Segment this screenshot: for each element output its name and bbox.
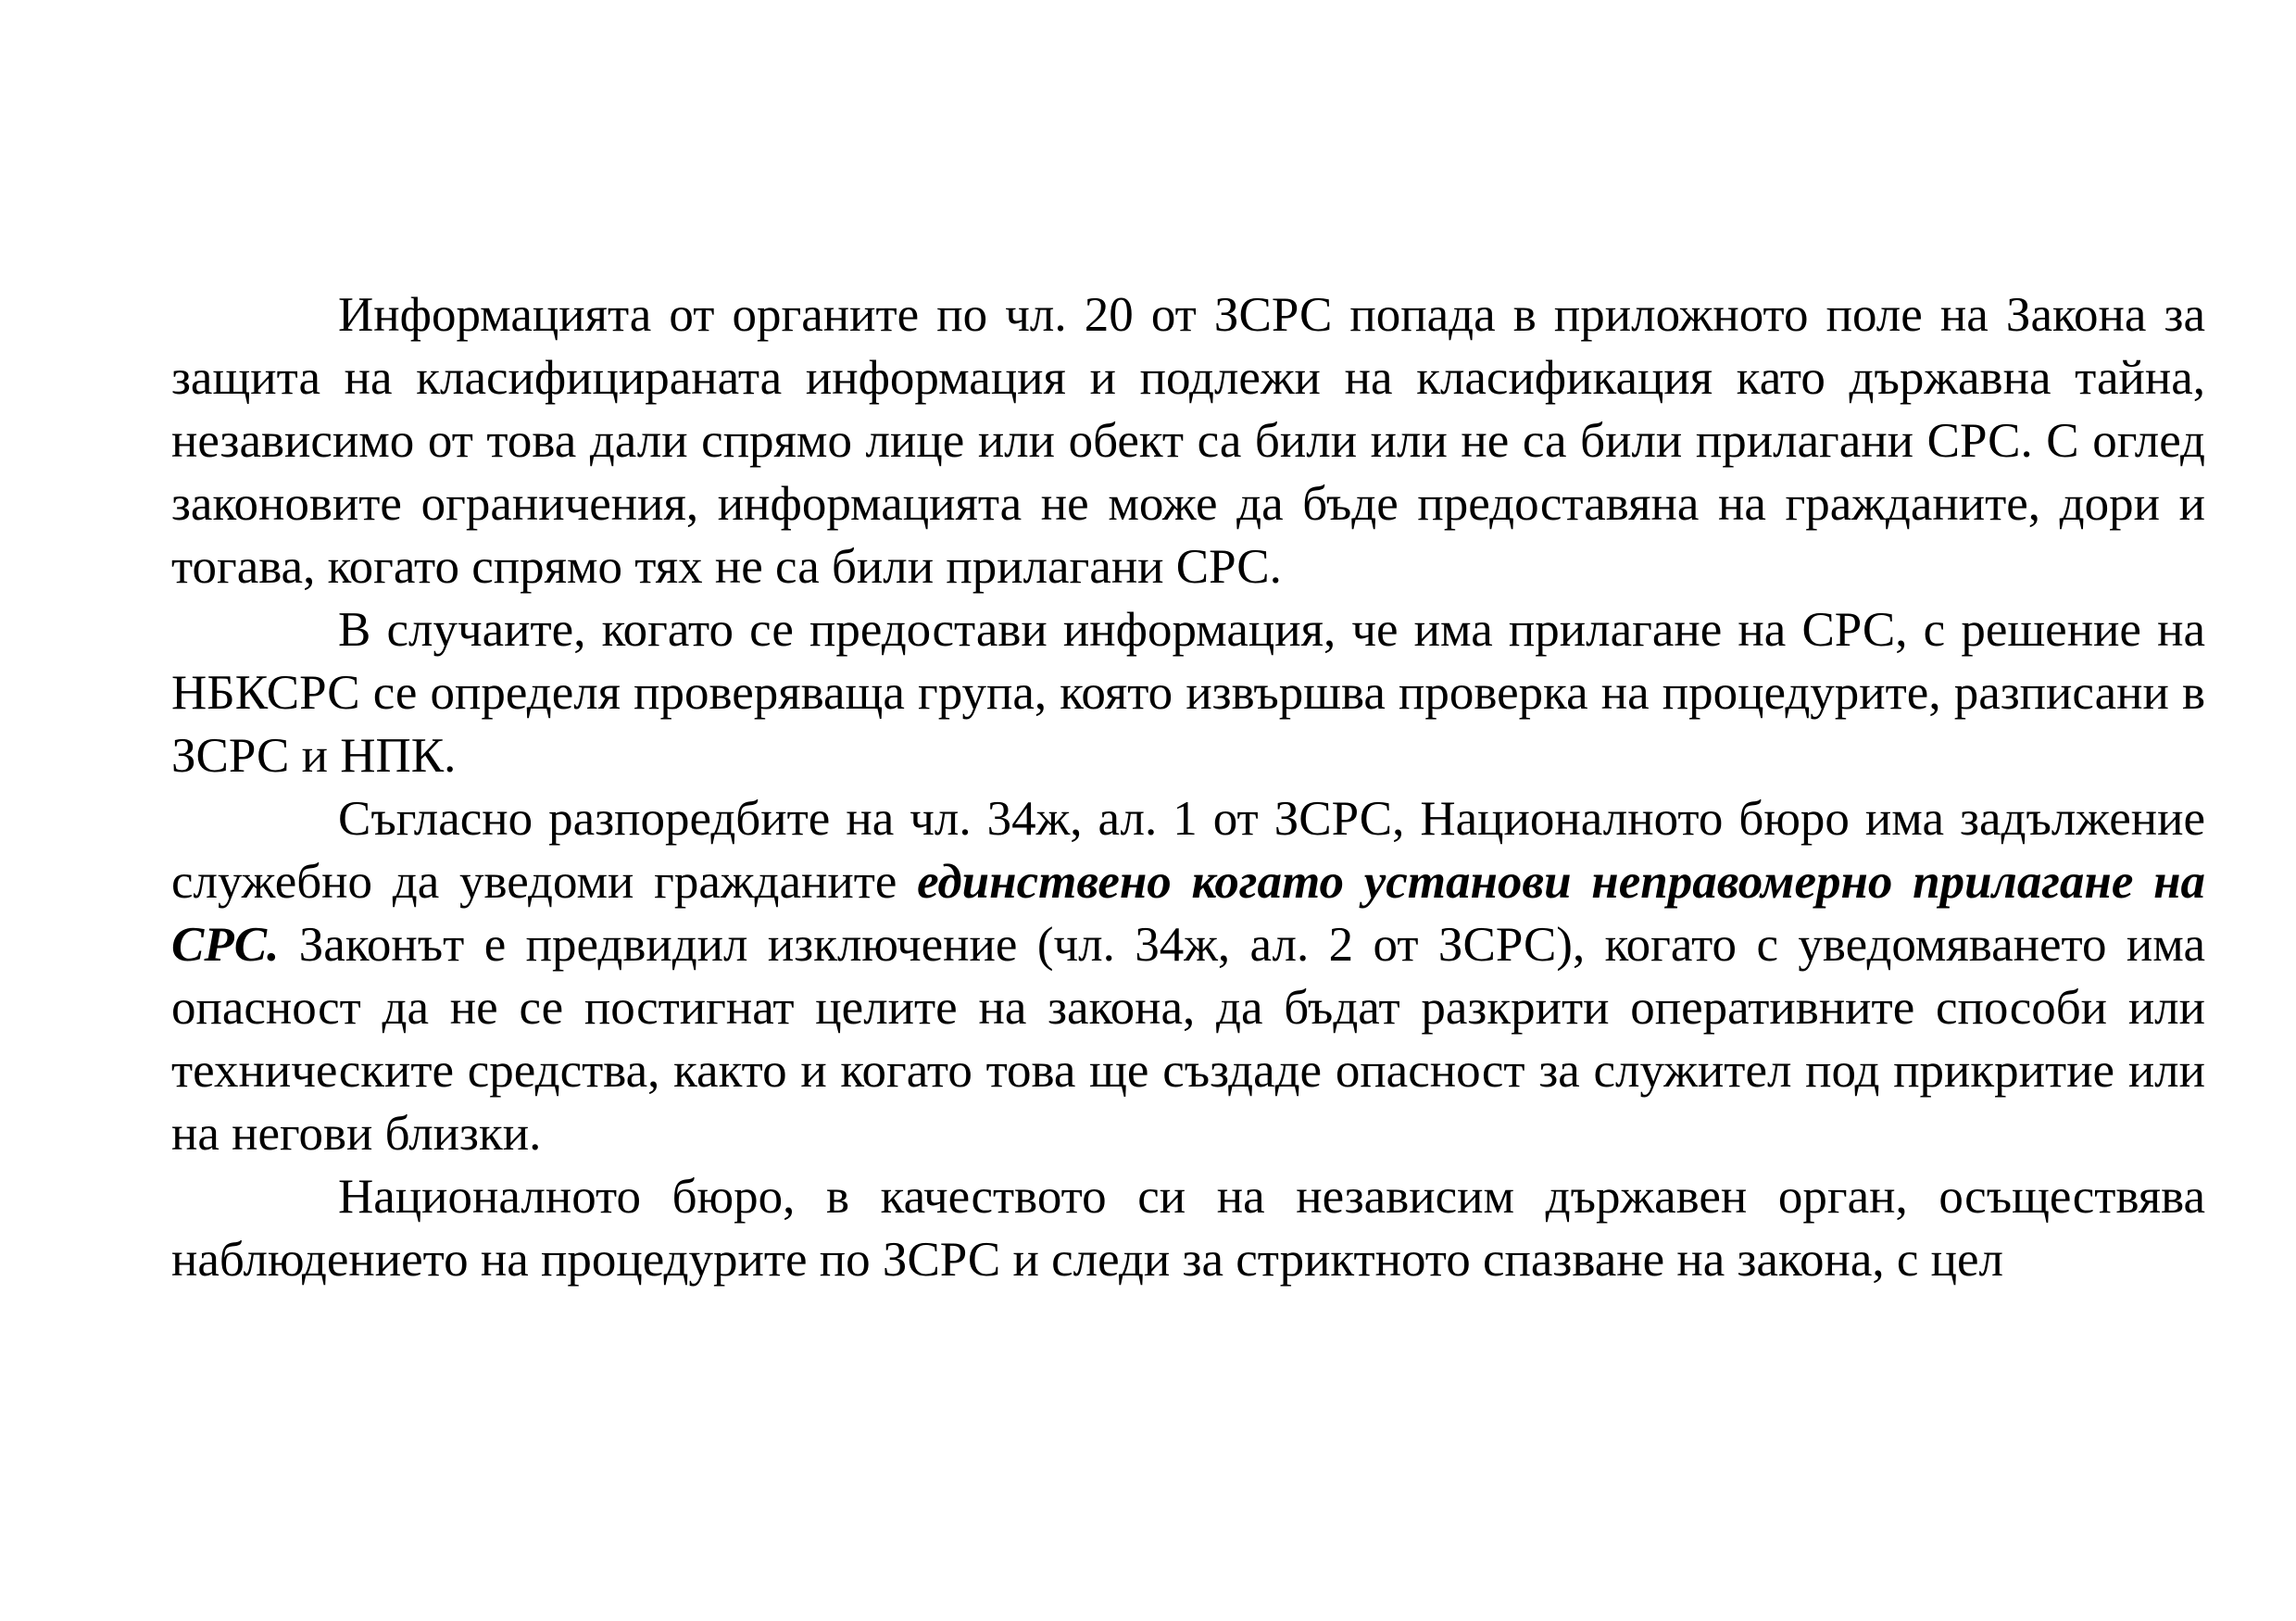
paragraph-1 xyxy=(171,283,2205,598)
document-body xyxy=(171,283,2205,1291)
paragraph-4-text: Националното бюро, в качеството си на независим държавен орган, осъществява наблюдението на процедурите по ЗСРС и следи за стриктното спазване на закона, с цел xyxy=(171,1170,2205,1287)
paragraph-2 xyxy=(171,598,2205,787)
paragraph-4 xyxy=(171,1165,2205,1291)
paragraph-3-emphasis: единствено когато установи неправомерно прилагане на СРС. xyxy=(171,855,2205,972)
paragraph-1-text: Информацията от органите по чл. 20 от ЗСРС попада в приложното поле на Закона за защита на класифицираната информация и подлежи на класификация като държавна тайна, независимо от това дали спрямо лице или обект са били или не са били прилагани СРС. С оглед законовите ограничения, информацията не може да бъде предоставяна на гражданите, дори и тогава, когато спрямо тях не са били прилагани СРС. xyxy=(171,288,2205,594)
paragraph-3 xyxy=(171,787,2205,1165)
paragraph-3-text-after: Законът е предвидил изключение (чл. 34ж, ал. 2 от ЗСРС), когато с уведомяването има опасност да не се постигнат целите на закона, да бъдат разкрити оперативните способи или техническите средства, както и когато това ще създаде опасност за служител под прикритие или на негови близки. xyxy=(171,918,2205,1161)
paragraph-2-text: В случаите, когато се предостави информация, че има прилагане на СРС, с решение на НБКСРС се определя проверяваща група, която извършва проверка на процедурите, разписани в ЗСРС и НПК. xyxy=(171,603,2205,783)
paragraph-3-text-before: Съгласно разпоредбите на чл. 34ж, ал. 1 от ЗСРС, Националното бюро има задължение служебно да уведоми гражданите xyxy=(171,792,2205,909)
